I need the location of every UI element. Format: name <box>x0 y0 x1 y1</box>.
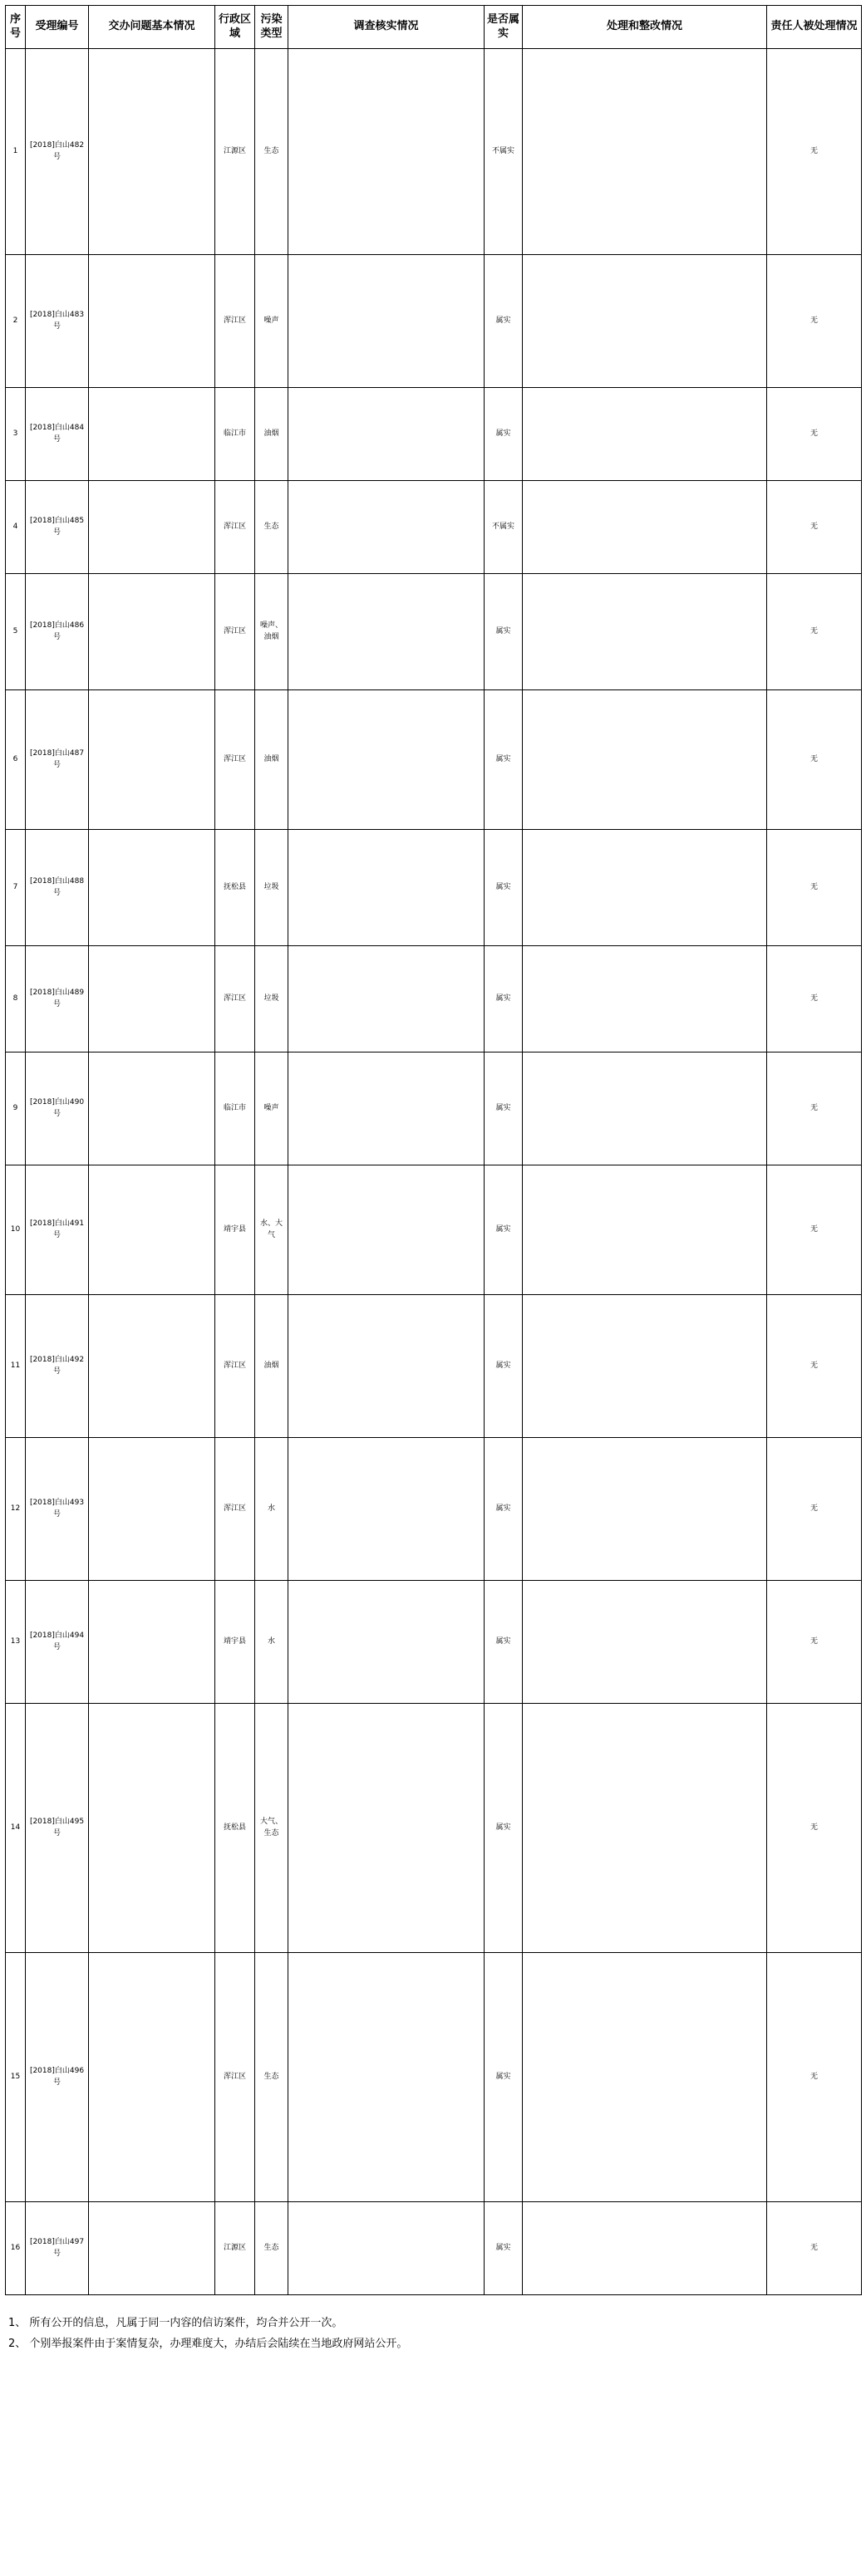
cell-investigation <box>288 2202 485 2295</box>
cell-district: 浑江区 <box>215 946 255 1052</box>
cell-case-no: [2018]白山485号 <box>26 481 89 574</box>
cell-verified: 属实 <box>485 946 523 1052</box>
cell-handling <box>523 690 767 830</box>
cell-verified: 属实 <box>485 830 523 946</box>
cell-case-no: [2018]白山493号 <box>26 1438 89 1581</box>
table-row <box>6 574 862 690</box>
cell-investigation <box>288 481 485 574</box>
cell-seq: 7 <box>6 830 26 946</box>
cell-verified: 属实 <box>485 1953 523 2202</box>
footnote: 1、 所有公开的信息，凡属于同一内容的信访案件，均合并公开一次。 <box>8 2317 343 2329</box>
cell-district: 临江市 <box>215 388 255 481</box>
cell-seq: 11 <box>6 1295 26 1438</box>
header-verified: 是否属实 <box>485 6 523 49</box>
cell-verified: 属实 <box>485 690 523 830</box>
table-header <box>6 6 862 49</box>
cell-pollution: 油烟 <box>255 1295 288 1438</box>
cell-issue <box>89 388 215 481</box>
cell-handling <box>523 1438 767 1581</box>
table-row <box>6 255 862 388</box>
cell-case-no: [2018]白山494号 <box>26 1581 89 1704</box>
cell-case-no: [2018]白山487号 <box>26 690 89 830</box>
header-district: 行政区域 <box>215 6 255 49</box>
cell-seq: 9 <box>6 1052 26 1165</box>
cell-accountability: 无 <box>767 574 862 690</box>
cell-investigation <box>288 946 485 1052</box>
cell-case-no: [2018]白山490号 <box>26 1052 89 1165</box>
cell-issue <box>89 1052 215 1165</box>
cell-seq: 16 <box>6 2202 26 2295</box>
cell-issue <box>89 946 215 1052</box>
cell-investigation <box>288 690 485 830</box>
cell-district: 浑江区 <box>215 255 255 388</box>
table-row <box>6 1953 862 2202</box>
cell-issue <box>89 1438 215 1581</box>
cell-issue <box>89 2202 215 2295</box>
header-accountability: 责任人被处理情况 <box>767 6 862 49</box>
cell-investigation <box>288 255 485 388</box>
cell-accountability: 无 <box>767 1581 862 1704</box>
cell-case-no: [2018]白山482号 <box>26 49 89 255</box>
cell-pollution: 大气、生态 <box>255 1704 288 1953</box>
cell-district: 靖宇县 <box>215 1165 255 1295</box>
table-row <box>6 1581 862 1704</box>
cell-seq: 4 <box>6 481 26 574</box>
footnotes <box>5 2313 861 2354</box>
header-issue: 交办问题基本情况 <box>89 6 215 49</box>
table-row <box>6 1438 862 1581</box>
table-row <box>6 2202 862 2295</box>
cell-accountability: 无 <box>767 255 862 388</box>
cell-handling <box>523 1295 767 1438</box>
cell-handling <box>523 830 767 946</box>
cell-seq: 8 <box>6 946 26 1052</box>
cell-pollution: 生态 <box>255 481 288 574</box>
cell-seq: 15 <box>6 1953 26 2202</box>
cell-handling <box>523 1704 767 1953</box>
cell-accountability: 无 <box>767 1165 862 1295</box>
cell-district: 江源区 <box>215 2202 255 2295</box>
cell-case-no: [2018]白山484号 <box>26 388 89 481</box>
table-row <box>6 830 862 946</box>
cell-pollution: 水、大气 <box>255 1165 288 1295</box>
cell-verified: 属实 <box>485 388 523 481</box>
cell-investigation <box>288 1953 485 2202</box>
table-row <box>6 1052 862 1165</box>
cell-district: 浑江区 <box>215 1295 255 1438</box>
cell-pollution: 垃圾 <box>255 830 288 946</box>
cell-case-no: [2018]白山483号 <box>26 255 89 388</box>
cell-handling <box>523 388 767 481</box>
cell-investigation <box>288 1581 485 1704</box>
cell-accountability: 无 <box>767 1438 862 1581</box>
cell-investigation <box>288 49 485 255</box>
cell-pollution: 生态 <box>255 49 288 255</box>
cell-pollution: 水 <box>255 1438 288 1581</box>
cell-issue <box>89 1581 215 1704</box>
cell-investigation <box>288 1052 485 1165</box>
cell-investigation <box>288 1704 485 1953</box>
header-investigation: 调查核实情况 <box>288 6 485 49</box>
cell-pollution: 水 <box>255 1581 288 1704</box>
cell-case-no: [2018]白山486号 <box>26 574 89 690</box>
cell-verified: 不属实 <box>485 481 523 574</box>
table-row <box>6 690 862 830</box>
table-row <box>6 1295 862 1438</box>
cell-handling <box>523 1052 767 1165</box>
cell-issue <box>89 1295 215 1438</box>
cell-seq: 14 <box>6 1704 26 1953</box>
cell-handling <box>523 49 767 255</box>
table-row <box>6 388 862 481</box>
cell-pollution: 油烟 <box>255 388 288 481</box>
cell-issue <box>89 574 215 690</box>
cell-seq: 2 <box>6 255 26 388</box>
cell-handling <box>523 946 767 1052</box>
cell-pollution: 油烟 <box>255 690 288 830</box>
cell-verified: 属实 <box>485 574 523 690</box>
cell-seq: 12 <box>6 1438 26 1581</box>
cell-issue <box>89 255 215 388</box>
header-pollution: 污染类型 <box>255 6 288 49</box>
cell-verified: 属实 <box>485 255 523 388</box>
cell-seq: 13 <box>6 1581 26 1704</box>
cell-verified: 属实 <box>485 1581 523 1704</box>
cell-issue <box>89 1704 215 1953</box>
cell-verified: 属实 <box>485 1295 523 1438</box>
cell-verified: 属实 <box>485 1704 523 1953</box>
cell-investigation <box>288 1165 485 1295</box>
cell-accountability: 无 <box>767 481 862 574</box>
cell-seq: 3 <box>6 388 26 481</box>
cell-district: 抚松县 <box>215 1704 255 1953</box>
cell-accountability: 无 <box>767 2202 862 2295</box>
cell-issue <box>89 1165 215 1295</box>
cell-accountability: 无 <box>767 1704 862 1953</box>
cell-accountability: 无 <box>767 1052 862 1165</box>
cell-handling <box>523 1581 767 1704</box>
cell-district: 浑江区 <box>215 1953 255 2202</box>
cell-handling <box>523 481 767 574</box>
cell-case-no: [2018]白山492号 <box>26 1295 89 1438</box>
cell-pollution: 生态 <box>255 1953 288 2202</box>
header-case-no: 受理编号 <box>26 6 89 49</box>
cell-issue <box>89 481 215 574</box>
cell-pollution: 噪声 <box>255 255 288 388</box>
cell-accountability: 无 <box>767 1295 862 1438</box>
table-body <box>6 49 862 2295</box>
cell-seq: 5 <box>6 574 26 690</box>
cell-case-no: [2018]白山489号 <box>26 946 89 1052</box>
cell-handling <box>523 255 767 388</box>
cell-issue <box>89 830 215 946</box>
cell-accountability: 无 <box>767 946 862 1052</box>
cell-issue <box>89 1953 215 2202</box>
cell-verified: 属实 <box>485 1438 523 1581</box>
cell-case-no: [2018]白山495号 <box>26 1704 89 1953</box>
cell-accountability: 无 <box>767 388 862 481</box>
cell-pollution: 噪声 <box>255 1052 288 1165</box>
cell-verified: 属实 <box>485 2202 523 2295</box>
cell-district: 抚松县 <box>215 830 255 946</box>
table-row <box>6 946 862 1052</box>
cell-investigation <box>288 1438 485 1581</box>
cell-case-no: [2018]白山488号 <box>26 830 89 946</box>
cell-issue <box>89 690 215 830</box>
cell-pollution: 垃圾 <box>255 946 288 1052</box>
cell-district: 靖宇县 <box>215 1581 255 1704</box>
header-handling: 处理和整改情况 <box>523 6 767 49</box>
cell-seq: 10 <box>6 1165 26 1295</box>
cell-investigation <box>288 388 485 481</box>
cell-case-no: [2018]白山496号 <box>26 1953 89 2202</box>
cell-case-no: [2018]白山491号 <box>26 1165 89 1295</box>
cell-verified: 属实 <box>485 1052 523 1165</box>
cell-handling <box>523 1953 767 2202</box>
cell-accountability: 无 <box>767 1953 862 2202</box>
cell-issue <box>89 49 215 255</box>
cell-investigation <box>288 1295 485 1438</box>
table-row <box>6 1165 862 1295</box>
cell-investigation <box>288 574 485 690</box>
cell-district: 浑江区 <box>215 1438 255 1581</box>
table-row <box>6 1704 862 1953</box>
cell-seq: 1 <box>6 49 26 255</box>
cell-handling <box>523 574 767 690</box>
cell-pollution: 生态 <box>255 2202 288 2295</box>
cell-handling <box>523 1165 767 1295</box>
cell-handling <box>523 2202 767 2295</box>
header-seq: 序号 <box>6 6 26 49</box>
cell-district: 临江市 <box>215 1052 255 1165</box>
cell-district: 浑江区 <box>215 481 255 574</box>
header-row <box>6 6 862 49</box>
table-row <box>6 49 862 255</box>
cell-district: 浑江区 <box>215 574 255 690</box>
cell-verified: 不属实 <box>485 49 523 255</box>
petition-handling-table <box>5 5 862 2295</box>
cell-accountability: 无 <box>767 830 862 946</box>
cell-investigation <box>288 830 485 946</box>
cell-accountability: 无 <box>767 49 862 255</box>
cell-district: 浑江区 <box>215 690 255 830</box>
cell-district: 江源区 <box>215 49 255 255</box>
cell-pollution: 噪声、油烟 <box>255 574 288 690</box>
table-row <box>6 481 862 574</box>
cell-seq: 6 <box>6 690 26 830</box>
cell-case-no: [2018]白山497号 <box>26 2202 89 2295</box>
footnote: 2、 个别举报案件由于案情复杂，办理难度大，办结后会陆续在当地政府网站公开。 <box>8 2337 408 2350</box>
cell-accountability: 无 <box>767 690 862 830</box>
cell-verified: 属实 <box>485 1165 523 1295</box>
